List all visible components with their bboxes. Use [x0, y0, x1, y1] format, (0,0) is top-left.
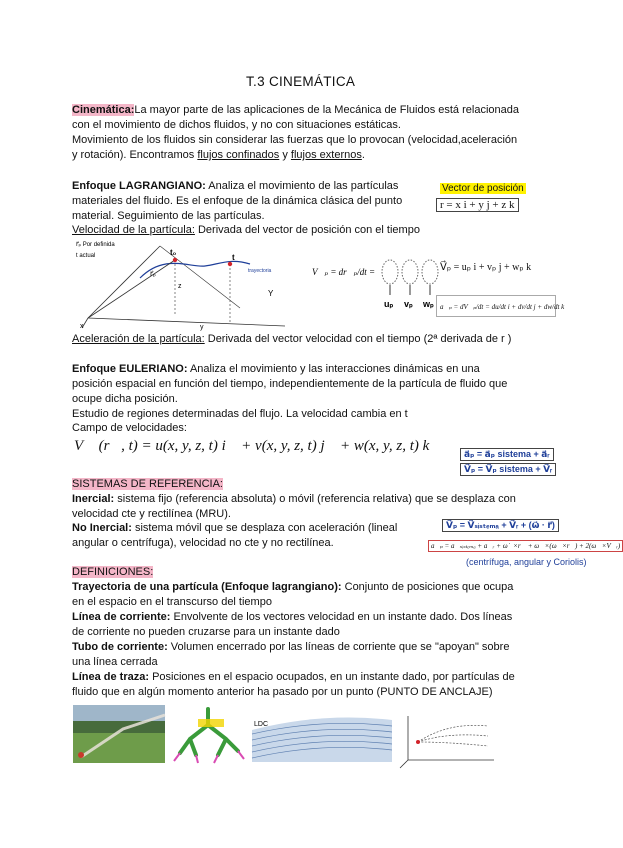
- image-stream-tube: [252, 710, 392, 762]
- photo-park-stream: [73, 705, 165, 763]
- cinematica-text-4c: .: [361, 149, 365, 161]
- link-flujos-externos[interactable]: flujos externos: [290, 149, 362, 161]
- label-z: z: [178, 283, 182, 290]
- trayectoria-line-1: [72, 580, 513, 596]
- velocity-field-formula: V⃗ (r⃗, t) = u(x, y, z, t) i⃗ + v(x, y, z, t) j⃗ + w(x, y, z, t) k⃗: [74, 438, 441, 454]
- legend-2: t actual: [76, 253, 96, 259]
- lagrange-text-1: Analiza el movimiento de las partículas: [205, 180, 399, 192]
- lagrange-label: Enfoque LAGRANGIANO:: [72, 180, 206, 192]
- inercial-line-1: [72, 492, 516, 508]
- velocidad-label: Velocidad de la partícula:: [72, 224, 195, 236]
- lt-line-1: [72, 670, 515, 686]
- noinercial-text-1: sistema móvil que se desplaza con aceleración (lineal: [131, 522, 398, 534]
- lt-label: Línea de traza:: [72, 671, 150, 683]
- streak-axis-z: [400, 760, 408, 768]
- photo-grass: [73, 733, 165, 763]
- formula-ellipse-1: [382, 260, 398, 284]
- trajectory-curve: [140, 261, 250, 278]
- diagram-z-axis: [88, 246, 160, 318]
- inercial-line-2: velocidad cte y rectilínea (MRU).: [72, 508, 231, 520]
- anchor-point: [416, 740, 420, 744]
- velocity-component-formula: V⃗ₚ = uₚ i + vₚ j + wₚ k: [440, 262, 532, 273]
- euler-line-4: Estudio de regiones determinadas del flujo. La velocidad cambia en t: [72, 408, 408, 420]
- streak-line-1: [418, 725, 488, 742]
- velocity-relative-box: V⃗ₚ = V⃗ₚ sistema + V⃗ᵣ: [460, 463, 556, 476]
- particle-point-t: [228, 262, 232, 266]
- formula-vp-prefix: V⃗ₚ = dr⃗ₚ/dt =: [312, 267, 376, 277]
- lagrange-line-3: material. Seguimiento de las partículas.: [72, 210, 265, 222]
- note-coriolis: (centrífuga, angular y Coriolis): [466, 557, 587, 567]
- tc-line-2: una línea cerrada: [72, 656, 158, 668]
- label-ldc: LDC: [254, 721, 269, 728]
- diagram-y-axis: [88, 318, 285, 326]
- aceleracion-line: [72, 332, 511, 348]
- legend-1: r⃗ₚ Por definida: [76, 242, 115, 248]
- formula-ellipse-3: [422, 260, 438, 284]
- lc-label: Línea de corriente:: [72, 611, 171, 623]
- noinercial-line-1: [72, 521, 397, 537]
- definiciones-heading-text: DEFINICIONES:: [72, 566, 154, 578]
- page-title: T.3 CINEMÁTICA: [246, 74, 356, 89]
- euler-text-1: Analiza el movimiento y las interacciones dinámicas en una: [187, 363, 480, 375]
- noinercial-line-2: angular o centrífuga), velocidad no cte y no rectilínea.: [72, 537, 334, 549]
- aceleracion-label: Aceleración de la partícula:: [72, 333, 205, 345]
- label-t0: t₀: [170, 248, 177, 257]
- link-flujos-confinados[interactable]: flujos confinados: [197, 149, 280, 161]
- trayectoria-text-1: Conjunto de posiciones que ocupa: [341, 581, 514, 593]
- sistemas-heading-text: SISTEMAS DE REFERENCIA:: [72, 478, 223, 490]
- trayectoria-label: Trayectoria de una partícula (Enfoque lagrangiano):: [72, 581, 342, 593]
- velocity-noninertial-box: V⃗ₚ = V⃗ₛᵢₛₜₑₘₐ + V⃗ᵣ + (ω⃗ · r⃗): [442, 519, 559, 532]
- euler-label: Enfoque EULERIANO:: [72, 363, 188, 375]
- photo-person: [78, 752, 84, 758]
- euler-line-5: Campo de velocidades:: [72, 422, 187, 434]
- noinercial-label: No Inercial:: [72, 522, 132, 534]
- bronchial-highlight: [198, 719, 224, 727]
- euler-line-2: posición espacial en función del tiempo, independientemente de la partícula de fluido que: [72, 378, 508, 390]
- acceleration-noninertial-box: a⃗ₚ = a⃗ₛᵢₛₜₑₘₐ + a⃗ᵣ + ω̇⃗×r⃗ + ω⃗×(ω⃗×r⃗) + 2(ω⃗×V⃗ᵣ): [428, 540, 623, 552]
- cinematica-line-3: Movimiento de los fluidos sin considerar las fuerzas que lo provocan (velocidad,aceleración: [72, 134, 518, 146]
- acceleration-formula-box: a⃗ₚ = dV⃗ₚ/dt = du/dt i + dv/dt j + dw/dt k: [436, 295, 556, 317]
- lc-line-1: [72, 610, 512, 626]
- cinematica-text-4b: y: [279, 149, 291, 161]
- euler-line-1: [72, 362, 480, 378]
- acceleration-relative-box: a⃗ₚ = a⃗ₚ sistema + a⃗ᵣ: [460, 448, 554, 461]
- aceleracion-text: Derivada del vector velocidad con el tiempo (2ª derivada de r ): [204, 333, 512, 345]
- vector-posicion-formula: r = x i + y j + z k: [436, 198, 519, 212]
- trayectoria-line-2: en el espacio en el transcurso del tiempo: [72, 596, 272, 608]
- cinematica-line-1: [72, 103, 519, 119]
- streak-line-3: [418, 742, 488, 746]
- formula-ellipse-2: [402, 260, 418, 284]
- position-vector: [88, 260, 175, 318]
- inercial-label: Inercial:: [72, 493, 115, 505]
- velocidad-text: Derivada del vector de posición con el tiempo: [194, 224, 420, 236]
- particle-point-t0: [173, 258, 177, 262]
- vector-posicion-title: Vector de posición: [442, 183, 524, 194]
- definiciones-heading: [72, 565, 153, 581]
- cinematica-label: Cinemática:: [72, 104, 135, 116]
- image-streaklines-3d: [398, 712, 498, 764]
- bronchial-tips: [174, 751, 244, 763]
- lagrange-line-1: [72, 179, 398, 195]
- velocity-derivative-formula: [310, 255, 450, 315]
- inercial-text-1: sistema fijo (referencia absoluta) o móvil (referencia relativa) que se desplaza con: [114, 493, 516, 505]
- lt-text-1: Posiciones en el espacio ocupados, en un instante dado, por partículas de: [149, 671, 515, 683]
- cinematica-line-2: con el movimiento de dichos fluidos, y no con situaciones estáticas.: [72, 119, 401, 131]
- velocidad-line: [72, 223, 420, 239]
- label-y: y: [200, 324, 204, 331]
- label-y-axis: Y: [268, 289, 274, 298]
- label-rp: r⃗ₚ: [150, 271, 156, 278]
- tc-text-1: Volumen encerrado por las líneas de corriente que se "apoyan" sobre: [167, 641, 510, 653]
- cinematica-line-4: [72, 148, 365, 164]
- label-t: t: [232, 253, 235, 262]
- trajectory-diagram: [70, 238, 295, 330]
- sistemas-heading: [72, 477, 223, 493]
- lagrange-line-2: materiales del fluido. Es el enfoque de la dinámica clásica del punto: [72, 195, 403, 207]
- bronchial-branches: [180, 709, 238, 755]
- lc-text-1: Envolvente de los vectores velocidad en un instante dado. Dos líneas: [170, 611, 513, 623]
- cinematica-text-1: La mayor parte de las aplicaciones de la Mecánica de Fluidos está relacionada: [134, 104, 519, 116]
- tc-line-1: [72, 640, 509, 656]
- lt-line-2: fluido que en algún momento anterior ha pasado por un punto (PUNTO DE ANCLAJE): [72, 686, 493, 698]
- tc-label: Tubo de corriente:: [72, 641, 168, 653]
- euler-line-3: ocupe dicha posición.: [72, 393, 178, 405]
- image-bronchial-tree: [168, 705, 248, 765]
- label-vp: vₚ: [404, 299, 413, 309]
- lc-line-2: de corriente no pueden cruzarse para un instante dado: [72, 626, 340, 638]
- label-x: x: [80, 323, 84, 330]
- label-up: uₚ: [384, 299, 394, 309]
- label-trayectoria: trayectoria: [248, 268, 272, 274]
- label-wp: wₚ: [423, 299, 434, 309]
- cinematica-text-4a: y rotación). Encontramos: [72, 149, 198, 161]
